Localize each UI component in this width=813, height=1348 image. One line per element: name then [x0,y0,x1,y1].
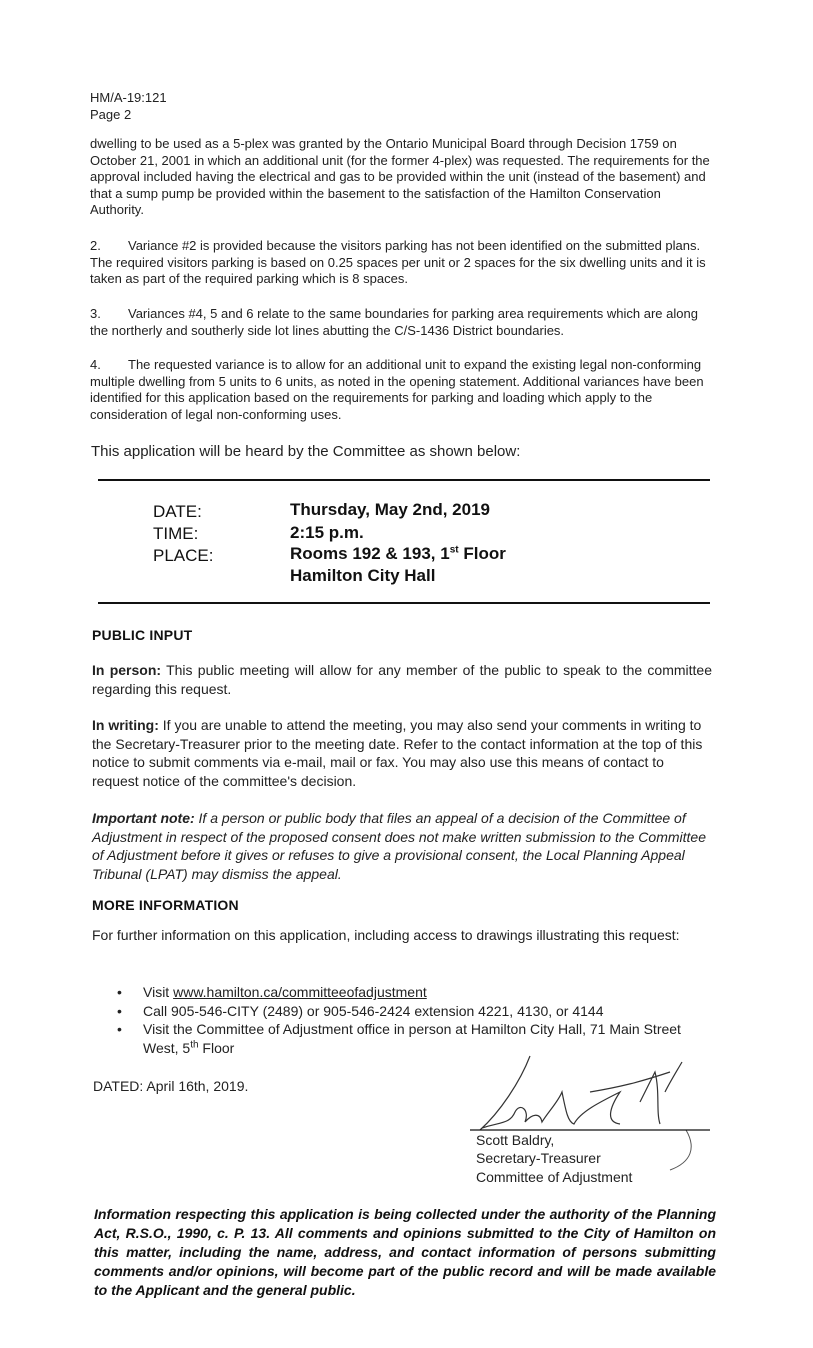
top-rule [98,479,710,481]
place-floor: Floor [458,544,506,563]
contact-list [117,983,717,1057]
visit-prefix: Visit [143,984,174,1000]
signatory-organization: Committee of Adjustment [476,1169,633,1185]
place-ordinal: st [449,544,459,556]
numbered-item-3 [90,306,710,339]
more-info-heading: MORE INFORMATION [92,897,239,913]
date-label: DATE: [153,502,202,521]
signatory-title: Secretary-Treasurer [476,1150,601,1166]
important-note-paragraph [92,809,714,883]
time-label: TIME: [153,524,199,543]
office-floor: Floor [198,1039,235,1056]
item-number: 4. [90,357,101,372]
time-value: 2:15 p.m. [290,523,364,542]
call-text: Call 905-546-CITY (2489) or 905-546-2424 extension 4221, 4130, or 4144 [143,1002,604,1019]
paragraph-continuation: dwelling to be used as a 5-plex was granted by the Ontario Municipal Board through Decision 1759 on October 21, 2001 in which an additional unit (for the former 4-plex) was requested. The requirements for the approval included having the electrical and gas to be provided within the unit (instead of the basement) and that a sump pump be provided within the basement to the satisfaction of the Hamilton Conservation Authority. [90,136,710,217]
important-note-label: Important note: [92,810,195,826]
bullet-icon: • [117,1002,122,1019]
list-item [117,1002,717,1021]
item-text: Variance #2 is provided because the visitors parking has not been identified on the submitted plans. The required visitors parking is based on 0.25 spaces per unit or 2 spaces for the six dwelling units and it is taken as part of the required parking which is 8 spaces. [90,238,706,286]
signatory-name: Scott Baldry, [476,1132,555,1148]
bullet-icon: • [117,984,122,1000]
more-info-intro: For further information on this application, including access to drawings illustrating this request: [92,927,680,943]
place-building: Hamilton City Hall [290,566,436,585]
committee-website-link[interactable]: www.hamilton.ca/committeeofadjustment [173,984,427,1000]
numbered-item-2 [90,238,710,288]
place-label: PLACE: [153,546,214,565]
bullet-icon: • [117,1021,122,1037]
dated-line: DATED: April 16th, 2019. [93,1078,249,1094]
place-value [290,543,506,565]
in-person-paragraph [92,661,712,698]
privacy-notice: Information respecting this application is being collected under the authority of the Planning Act, R.S.O., 1990, c. P. 13. All comments and opinions submitted to the City of Hamilton on this matter, including the name, address, and contact information of persons submitting comments and/or opinions, will become part of the public record and will be made available to the Applicant and the general public. [94,1206,716,1298]
page-label: Page 2 [90,107,132,122]
bottom-rule [98,602,710,604]
in-writing-label: In writing: [92,717,159,733]
public-input-heading: PUBLIC INPUT [92,627,193,643]
numbered-item-4 [90,357,710,423]
item-text: Variances #4, 5 and 6 relate to the same boundaries for parking area requirements which are along the northerly and southerly side lot lines abutting the C/S-1436 District boundaries. [90,306,698,338]
office-ordinal: th [190,1038,199,1050]
in-person-text: This public meeting will allow for any member of the public to speak to the committee regarding this request. [92,662,712,697]
file-number: HM/A-19:121 [90,90,167,105]
item-number: 3. [90,306,101,321]
place-rooms: Rooms 192 & 193, 1 [290,544,450,563]
in-writing-text: If you are unable to attend the meeting, you may also send your comments in writing to the Secretary-Treasurer prior to the meeting date. Refer to the contact information at the top of this notice to submit comments via e-mail, mail or fax. You may also use this means of contact to request notice of the committee's decision. [92,717,703,789]
item-text: The requested variance is to allow for an additional unit to expand the existing legal non-conforming multiple dwelling from 5 units to 6 units, as noted in the opening statement. Additional variances have been identified for this application based on the requirements for parking and loading which apply to the consideration of legal non-conforming uses. [90,357,704,422]
important-note-text: If a person or public body that files an appeal of a decision of the Committee of Adjustment in respect of the proposed consent does not make written submission to the Committee of Adjustment before it gives or refuses to give a provisional consent, the Local Planning Appeal Tribunal (LPAT) may dismiss the appeal. [92,810,706,882]
date-value: Thursday, May 2nd, 2019 [290,500,490,519]
hearing-intro: This application will be heard by the Committee as shown below: [91,443,521,460]
office-text: Visit the Committee of Adjustment office in person at Hamilton City Hall, 71 Main Street West, 5 [143,1021,681,1056]
item-number: 2. [90,238,101,253]
list-item [117,983,717,1002]
in-person-label: In person: [92,662,162,678]
in-writing-paragraph [92,716,712,790]
